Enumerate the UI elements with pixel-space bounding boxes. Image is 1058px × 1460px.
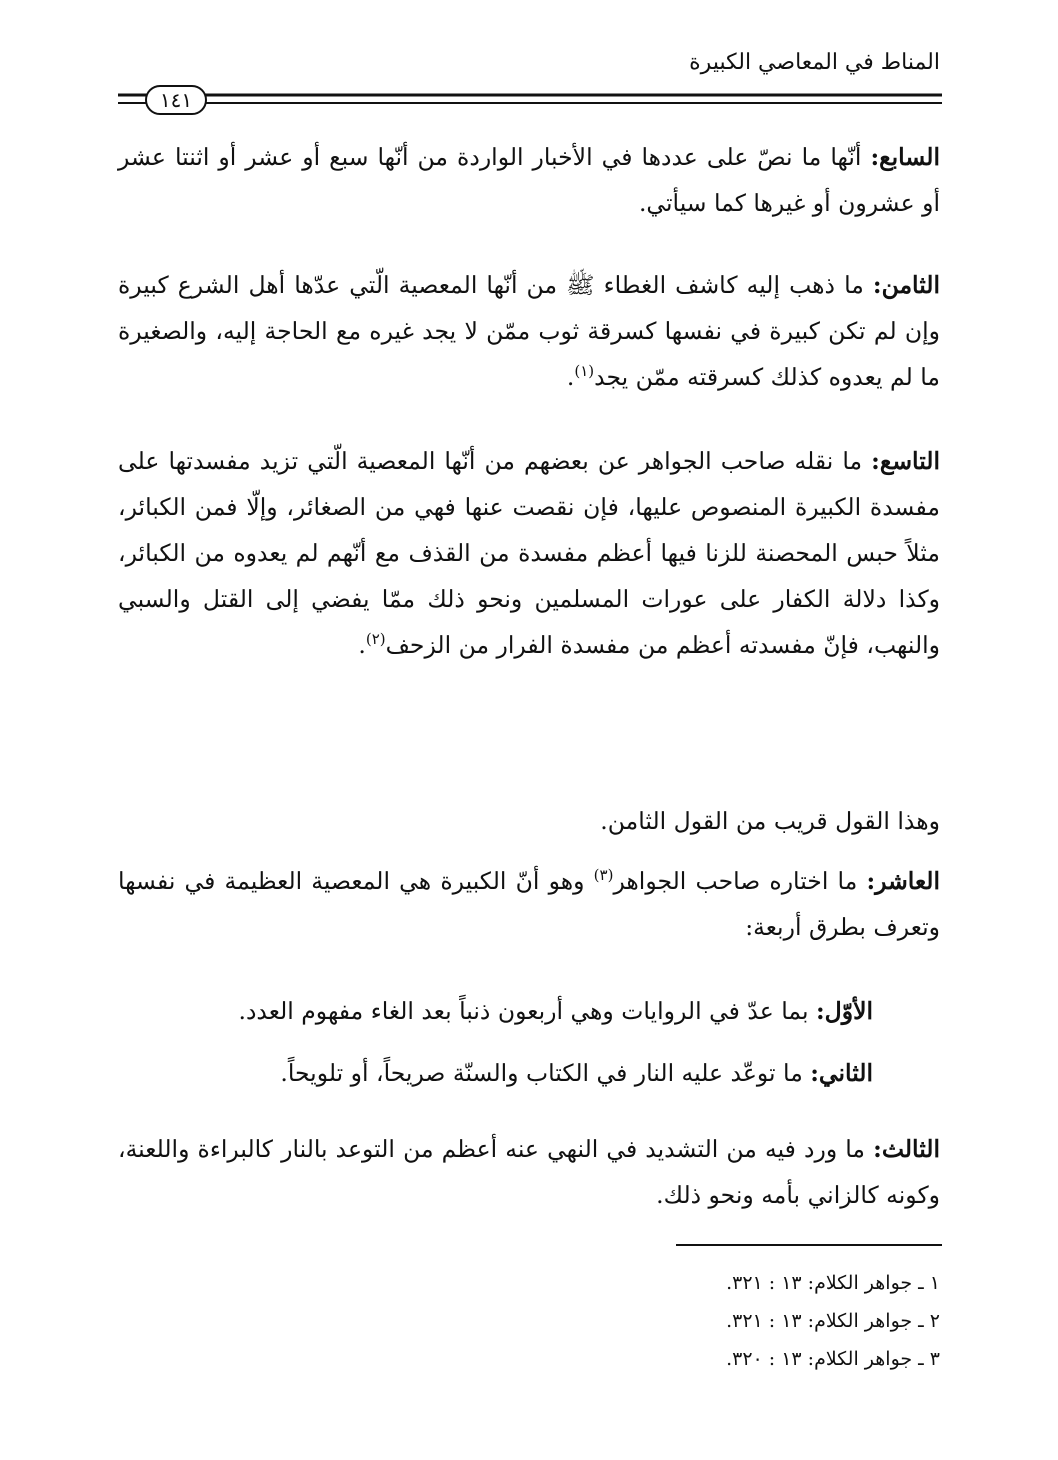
paragraph-second-way (118, 1050, 873, 1096)
paragraph-ninth (118, 438, 940, 668)
paragraph-text-end: وهو أنّ الكبيرة هي المعصية العظيمة في نفسها وتعرف بطرق أربعة: (118, 867, 940, 941)
paragraph-text: ما ذهب إليه كاشف الغطاء ﷺ من أنّها المعصية الّتي عدّها أهل الشرع كبيرة وإن لم تكن كبيرة في نفسها كسرقة ثوب ممّن لا يجد غيره مع الحاجة إليه، والصغيرة ما لم يعدوه كذلك كسرقته ممّن يجد (118, 271, 940, 391)
footnote-marker[interactable]: (١) (574, 362, 595, 381)
running-title: المناط في المعاصي الكبيرة (689, 50, 940, 75)
paragraph-seventh (118, 134, 940, 226)
paragraph-tenth (118, 858, 940, 950)
paragraph-text: بما عدّ في الروايات وهي أربعون ذنباً بعد الغاء مفهوم العدد. (238, 997, 816, 1025)
footnote-separator (676, 1244, 942, 1246)
paragraph-term: الثاني: (810, 1059, 873, 1087)
paragraph-term: الثالث: (873, 1135, 940, 1163)
paragraph-first-way (118, 988, 873, 1034)
paragraph-text: ما توعّد عليه النار في الكتاب والسنّة صريحاً، أو تلويحاً. (280, 1059, 811, 1087)
paragraph-text: ما ورد فيه من التشديد في النهي عنه أعظم من التوعد بالنار كالبراءة واللعنة، وكونه كالزاني بأمه ونحو ذلك. (118, 1135, 940, 1209)
paragraph-term: الأوّل: (815, 997, 873, 1025)
paragraph-text: ما نقله صاحب الجواهر عن بعضهم من أنّها المعصية الّتي تزيد مفسدتها على مفسدة الكبيرة المنصوص عليها، فإن نقصت عنها فهي من الصغائر، وإلّا فمن الكبائر، مثلاً حبس المحصنة للزنا فيها أعظم مفسدة من القذف مع أنّهم لم يعدوه من الكبائر، وكذا دلالة الكفار على عورات المسلمين ونحو ذلك ممّا يفضي إلى القتل والسبي والنهب، فإنّ مفسدته أعظم من مفسدة الفرار من الزحف (118, 447, 940, 659)
paragraph-term: الثامن: (872, 271, 940, 299)
paragraph-term: العاشر: (866, 867, 940, 895)
paragraph-third-way (118, 1126, 940, 1218)
footnote-3: ٣ ـ جواهر الكلام: ١٣ : ٣٢٠. (726, 1348, 940, 1370)
paragraph-text: ما اختاره صاحب الجواهر (613, 867, 867, 895)
footnote-1: ١ ـ جواهر الكلام: ١٣ : ٣٢١. (726, 1272, 940, 1294)
footnote-2: ٢ ـ جواهر الكلام: ١٣ : ٣٢١. (726, 1310, 940, 1332)
page-number: ١٤١ (159, 88, 193, 112)
footnotes (540, 1264, 940, 1378)
paragraph-term: السابع: (870, 143, 940, 171)
paragraph-text: وهذا القول قريب من القول الثامن. (600, 807, 940, 835)
footnote-marker[interactable]: (٢) (365, 630, 386, 649)
paragraph-text: أنّها ما نصّ على عددها في الأخبار الواردة من أنّها سبع أو عشر أو اثنتا عشر أو عشرون أو غيرها كما سيأتي. (118, 143, 940, 217)
paragraph-eighth (118, 262, 940, 400)
paragraph-text-end: . (358, 631, 366, 659)
paragraph-text-end: . (566, 363, 575, 391)
paragraph-remark (118, 798, 940, 844)
paragraph-term: التاسع: (871, 447, 940, 475)
footnote-marker[interactable]: (٣) (593, 866, 614, 885)
